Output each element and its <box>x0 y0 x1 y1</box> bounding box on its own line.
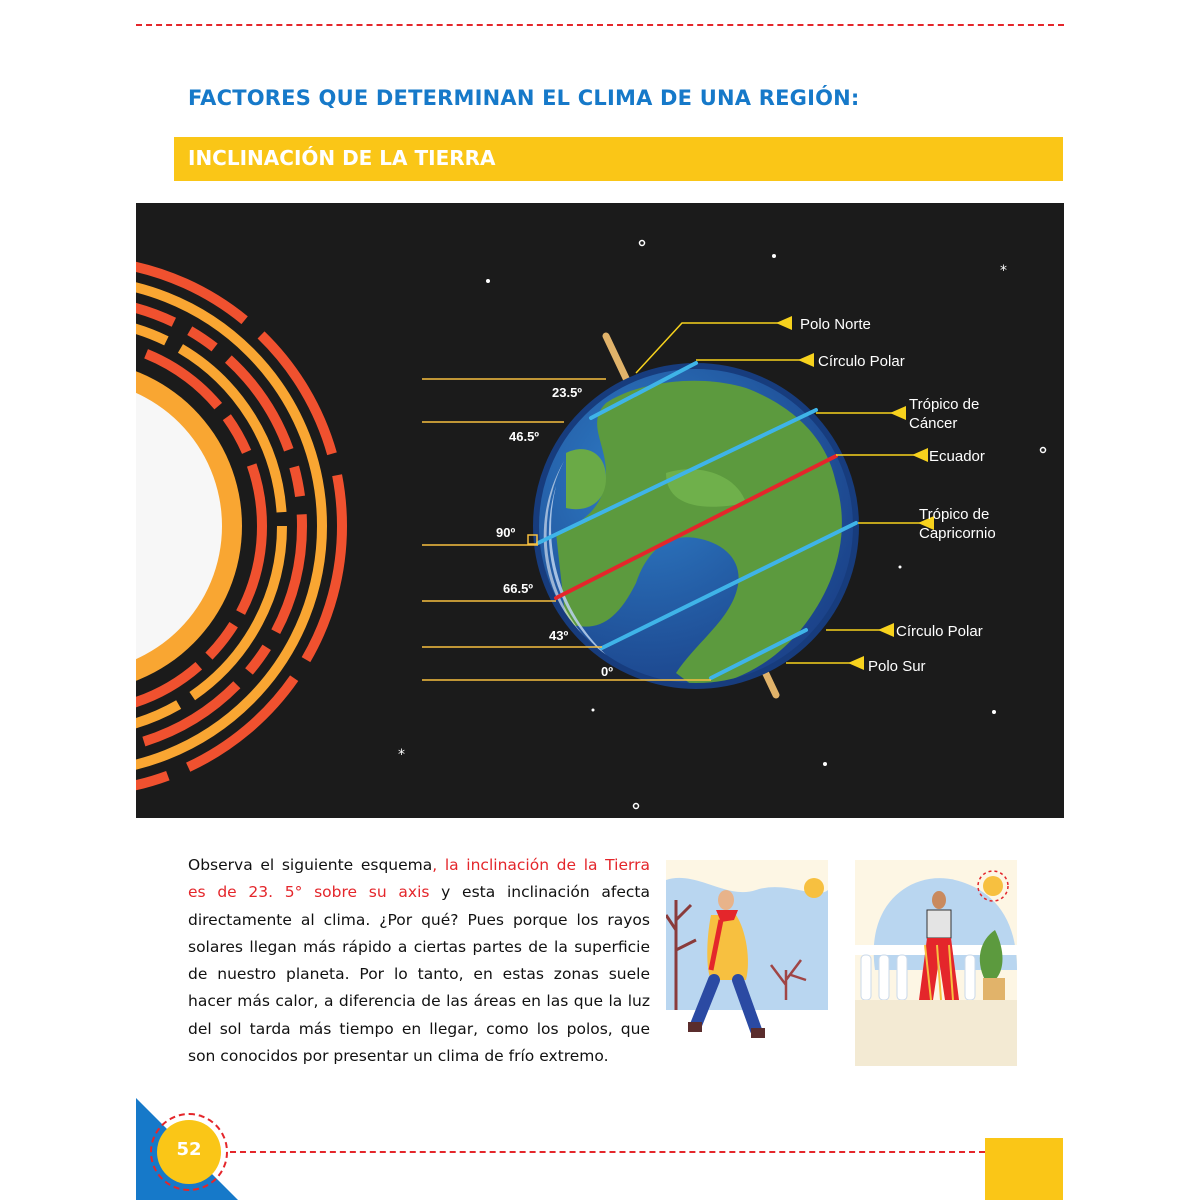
angle-label-46-5: 46.5º <box>509 429 540 444</box>
angle-label-0: 0º <box>601 664 613 679</box>
angle-label-43: 43º <box>549 628 569 643</box>
svg-text:*: * <box>1000 263 1007 279</box>
summer-illustration <box>855 860 1017 1066</box>
section-title: INCLINACIÓN DE LA TIERRA <box>188 146 496 170</box>
main-title: FACTORES QUE DETERMINAN EL CLIMA DE UNA REGIÓN: <box>188 86 860 110</box>
top-dashed-line <box>136 24 1064 26</box>
body-text-highlight: , la inclinación de la Tierra es de 23. 5° sobre su axis <box>188 856 650 902</box>
svg-text:*: * <box>398 747 405 763</box>
bottom-dashed-line <box>230 1151 985 1153</box>
label-tropico-cancer-line1: Trópico de <box>909 396 980 413</box>
label-ecuador: Ecuador <box>929 448 985 465</box>
label-polo-norte: Polo Norte <box>800 316 871 333</box>
body-text-part2: y esta inclinación afecta directamente al clima. ¿Por qué? Pues porque los rayos solares llegan más rápido a ciertas partes de la superficie de nuestro planeta. Por lo tanto, en estas zonas suele hacer más calor, a diferencia de las áreas en las que la luz del sol tarda más tiempo en llegar, como los polos, que son conocidos por presentar un clima de frío extremo. <box>188 883 650 1066</box>
body-text-part1: Observa el siguiente esquema <box>188 856 433 874</box>
label-tropico-capricornio-line1: Trópico de <box>919 506 990 523</box>
label-polo-sur: Polo Sur <box>868 658 926 675</box>
section-banner <box>174 137 1063 181</box>
label-tropico-cancer-line2: Cáncer <box>909 415 958 432</box>
corner-yellow-block <box>985 1138 1063 1200</box>
angle-label-66-5: 66.5º <box>503 581 534 596</box>
earth-tilt-diagram <box>136 203 1064 818</box>
angle-label-90: 90º <box>496 525 516 540</box>
label-circulo-polar-norte: Círculo Polar <box>818 353 905 370</box>
body-paragraph <box>188 852 650 1070</box>
winter-illustration <box>666 860 828 1066</box>
label-circulo-polar-sur: Círculo Polar <box>896 623 983 640</box>
page-number: 52 <box>176 1139 202 1160</box>
angle-label-23-5: 23.5º <box>552 385 583 400</box>
label-tropico-capricornio-line2: Capricornio <box>919 525 996 542</box>
